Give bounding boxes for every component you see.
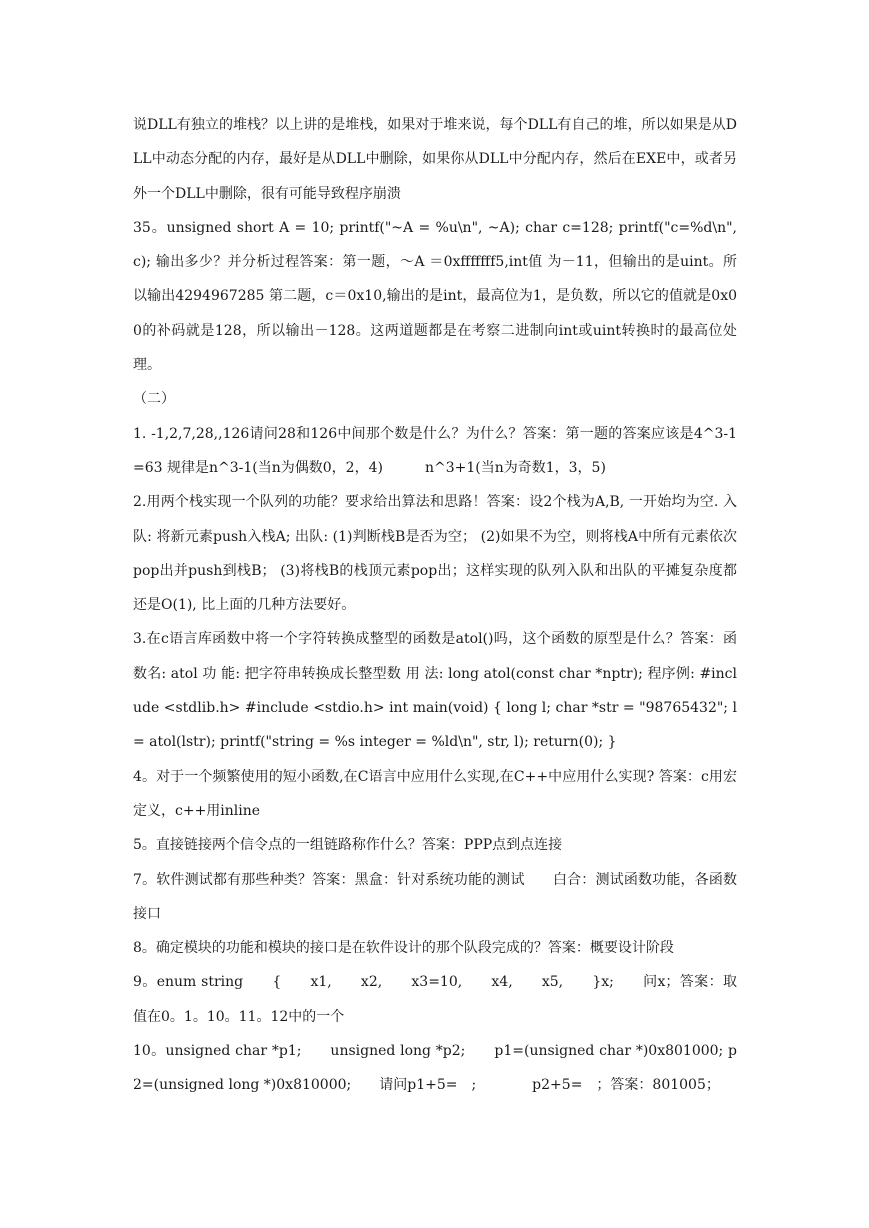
paragraph-q35: 35。unsigned short A = 10; printf("~A = %u\n", ~A); char c=128; printf("c=%d\n",c); 输出多少？并分析过程答案：第一题，～A ＝0xfffffff5,int值 为－11，但输出的是uint。所以输出4294967285 第二题，c＝0x10,输出的是int，最高位为1，是负数，所以它的值就是0x00的补码就是128，所以输出－128。这两道题都是在考察二进制向int或uint转换时的最高位处理。 [133, 219, 737, 374]
section-heading: （二） [133, 391, 175, 408]
paragraph-q3: 3.在c语言库函数中将一个字符转换成整型的函数是atol()吗，这个函数的原型是什么？答案：函数名: atol 功 能: 把字符串转换成长整型数 用 法: long atol(const char *nptr); 程序例: #include <stdlib.h> #include <stdio.h> int main(void) { long l; char *str = "98765432"; l = atol(lstr); printf("string = %s integer = %ld\n", str, l); return(0); } [133, 631, 737, 751]
document-body [133, 108, 737, 1103]
paragraph-dll-heap: 说DLL有独立的堆栈？以上讲的是堆栈，如果对于堆来说，每个DLL有自己的堆，所以如果是从DLL中动态分配的内存，最好是从DLL中删除，如果你从DLL中分配内存，然后在EXE中，或者另外一个DLL中删除，很有可能导致程序崩溃 [133, 117, 737, 202]
paragraph-q10: 10。unsigned char *p1; unsigned long *p2; p1=(unsigned char *)0x801000; p2=(unsigned long *)0x810000; 请问p1+5= ; p2+5= ；答案：801005； [133, 1043, 737, 1094]
paragraph-q7: 7。软件测试都有那些种类？答案：黑盒：针对系统功能的测试 白合：测试函数功能，各函数接口 [133, 871, 737, 922]
paragraph-q9: 9。enum string { x1, x2, x3=10, x4, x5, }x; 问x；答案：取值在0。1。10。11。12中的一个 [133, 974, 737, 1025]
paragraph-q1: 1. -1,2,7,28,,126请问28和126中间那个数是什么？为什么？答案：第一题的答案应该是4^3-1=63 规律是n^3-1(当n为偶数0，2，4) n^3+1(当n为奇数1，3，5) [133, 425, 737, 476]
paragraph-q5: 5。直接链接两个信令点的一组链路称作什么？答案：PPP点到点连接 [133, 837, 563, 854]
paragraph-q2: 2.用两个栈实现一个队列的功能？要求给出算法和思路！答案：设2个栈为A,B, 一开始均为空. 入队: 将新元素push入栈A; 出队: (1)判断栈B是否为空； (2)如果不为空，则将栈A中所有元素依次pop出并push到栈B； (3)将栈B的栈顶元素pop出；这样实现的队列入队和出队的平摊复杂度都还是O(1), 比上面的几种方法要好。 [133, 494, 737, 614]
paragraph-q8: 8。确定模块的功能和模块的接口是在软件设计的那个队段完成的？答案：概要设计阶段 [133, 940, 674, 957]
paragraph-q4: 4。对于一个频繁使用的短小函数,在C语言中应用什么实现,在C++中应用什么实现? 答案：c用宏定义，c++用inline [133, 768, 737, 819]
